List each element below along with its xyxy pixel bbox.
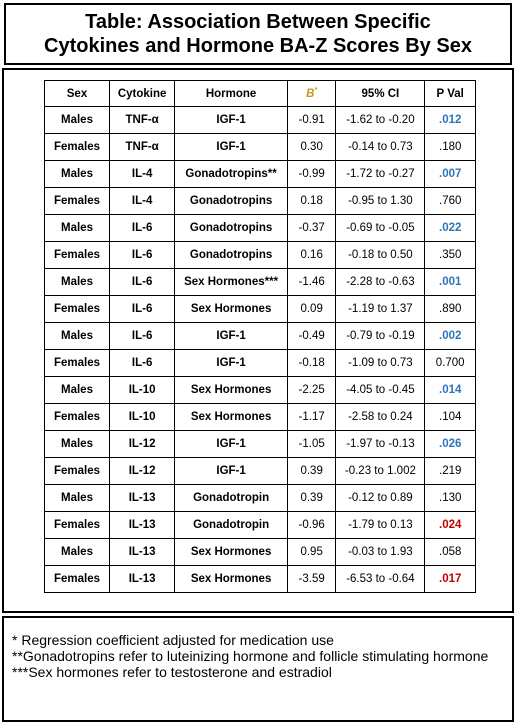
cell-ci: -4.05 to -0.45 [336,377,425,404]
cell-cytokine: IL-12 [109,431,174,458]
cell-sex: Males [45,269,110,296]
table-row [45,512,476,539]
cell-hormone: Gonadotropin [175,512,288,539]
cell-sex: Females [45,242,110,269]
table-row [45,404,476,431]
cell-cytokine: IL-6 [109,242,174,269]
cell-pval: .130 [425,485,476,512]
cell-cytokine: IL-6 [109,215,174,242]
table-row [45,215,476,242]
cell-hormone: IGF-1 [175,107,288,134]
cell-beta: 0.18 [287,188,335,215]
table-row [45,539,476,566]
table-row [45,107,476,134]
cell-ci: -0.18 to 0.50 [336,242,425,269]
cell-beta: -0.37 [287,215,335,242]
cell-ci: -0.14 to 0.73 [336,134,425,161]
cell-sex: Males [45,539,110,566]
cell-ci: -1.62 to -0.20 [336,107,425,134]
cell-hormone: IGF-1 [175,350,288,377]
footnote-gonadotropins: **Gonadotropins refer to luteinizing hormone and follicle stimulating hormone [12,648,489,664]
cell-beta: 0.16 [287,242,335,269]
table-row [45,566,476,593]
cell-cytokine: IL-13 [109,539,174,566]
title-line-1: Table: Association Between Specific [85,11,431,33]
table-header-row [45,81,476,107]
header-beta [287,81,335,107]
cell-beta: 0.95 [287,539,335,566]
cell-beta: 0.39 [287,458,335,485]
table-row [45,161,476,188]
cell-hormone: IGF-1 [175,431,288,458]
cell-hormone: Gonadotropins [175,242,288,269]
cell-hormone: IGF-1 [175,323,288,350]
cell-hormone: Sex Hormones [175,404,288,431]
cell-pval: .002 [425,323,476,350]
footnote-regression: * Regression coefficient adjusted for medication use [12,632,334,648]
cell-cytokine: IL-6 [109,269,174,296]
cell-sex: Females [45,188,110,215]
cell-pval: .890 [425,296,476,323]
cell-pval: .026 [425,431,476,458]
cell-pval: .022 [425,215,476,242]
cell-sex: Males [45,323,110,350]
cell-ci: -1.97 to -0.13 [336,431,425,458]
cell-beta: -0.96 [287,512,335,539]
cell-ci: -0.69 to -0.05 [336,215,425,242]
header-sex: Sex [45,81,110,107]
cell-ci: -2.58 to 0.24 [336,404,425,431]
cell-sex: Males [45,107,110,134]
title-line-2: Cytokines and Hormone BA-Z Scores By Sex [44,35,472,57]
table-title [44,10,472,58]
cell-hormone: Sex Hormones [175,539,288,566]
cell-sex: Males [45,377,110,404]
table-row [45,296,476,323]
cell-cytokine: IL-13 [109,512,174,539]
cell-cytokine: TNF-α [109,134,174,161]
footnote-sex-hormones: ***Sex hormones refer to testosterone and estradiol [12,664,332,680]
cell-sex: Males [45,215,110,242]
cell-sex: Females [45,350,110,377]
notes-box [2,616,514,722]
cell-cytokine: IL-6 [109,323,174,350]
header-pval: P Val [425,81,476,107]
header-hormone: Hormone [175,81,288,107]
table-row [45,323,476,350]
cell-beta: -0.91 [287,107,335,134]
cell-cytokine: IL-10 [109,404,174,431]
cell-ci: -0.23 to 1.002 [336,458,425,485]
cell-ci: -2.28 to -0.63 [336,269,425,296]
cell-cytokine: IL-10 [109,377,174,404]
cell-hormone: Sex Hormones [175,377,288,404]
cell-ci: -0.79 to -0.19 [336,323,425,350]
cell-hormone: IGF-1 [175,134,288,161]
cell-hormone: IGF-1 [175,458,288,485]
cell-pval: 0.700 [425,350,476,377]
cell-beta: -1.46 [287,269,335,296]
cell-hormone: Gonadotropins** [175,161,288,188]
header-ci: 95% CI [336,81,425,107]
table-row [45,485,476,512]
cell-pval: .180 [425,134,476,161]
table-row [45,188,476,215]
cell-ci: -1.79 to 0.13 [336,512,425,539]
cell-ci: -1.19 to 1.37 [336,296,425,323]
table-row [45,134,476,161]
cell-cytokine: TNF-α [109,107,174,134]
cell-pval: .350 [425,242,476,269]
header-cytokine: Cytokine [109,81,174,107]
results-table [44,80,476,593]
table-row [45,377,476,404]
table-row [45,458,476,485]
cell-sex: Females [45,458,110,485]
cell-hormone: Sex Hormones [175,566,288,593]
cell-pval: .219 [425,458,476,485]
cell-sex: Females [45,134,110,161]
cell-beta: -0.49 [287,323,335,350]
header-beta-b: B [306,87,315,100]
cell-ci: -6.53 to -0.64 [336,566,425,593]
cell-sex: Females [45,512,110,539]
cell-pval: .001 [425,269,476,296]
cell-sex: Males [45,161,110,188]
cell-cytokine: IL-4 [109,188,174,215]
cell-ci: -0.03 to 1.93 [336,539,425,566]
cell-beta: -0.18 [287,350,335,377]
cell-sex: Females [45,404,110,431]
cell-pval: .024 [425,512,476,539]
cell-pval: .760 [425,188,476,215]
table-box [2,68,514,613]
cell-ci: -0.12 to 0.89 [336,485,425,512]
cell-pval: .014 [425,377,476,404]
cell-ci: -1.72 to -0.27 [336,161,425,188]
cell-cytokine: IL-6 [109,350,174,377]
cell-beta: 0.09 [287,296,335,323]
table-body [45,107,476,593]
cell-hormone: Sex Hormones*** [175,269,288,296]
cell-hormone: Gonadotropins [175,215,288,242]
cell-cytokine: IL-4 [109,161,174,188]
cell-beta: -1.17 [287,404,335,431]
cell-ci: -0.95 to 1.30 [336,188,425,215]
cell-pval: .058 [425,539,476,566]
table-row [45,269,476,296]
cell-cytokine: IL-6 [109,296,174,323]
cell-cytokine: IL-12 [109,458,174,485]
cell-beta: -2.25 [287,377,335,404]
cell-hormone: Gonadotropin [175,485,288,512]
cell-sex: Males [45,485,110,512]
cell-pval: .007 [425,161,476,188]
cell-cytokine: IL-13 [109,485,174,512]
cell-beta: 0.30 [287,134,335,161]
cell-pval: .017 [425,566,476,593]
table-row [45,242,476,269]
title-box [4,3,512,65]
cell-sex: Males [45,431,110,458]
cell-pval: .012 [425,107,476,134]
cell-beta: -3.59 [287,566,335,593]
cell-cytokine: IL-13 [109,566,174,593]
cell-beta: -1.05 [287,431,335,458]
table-row [45,431,476,458]
cell-sex: Females [45,566,110,593]
cell-beta: 0.39 [287,485,335,512]
cell-hormone: Gonadotropins [175,188,288,215]
cell-sex: Females [45,296,110,323]
cell-hormone: Sex Hormones [175,296,288,323]
table-row [45,350,476,377]
header-beta-star: * [314,87,318,95]
cell-ci: -1.09 to 0.73 [336,350,425,377]
cell-beta: -0.99 [287,161,335,188]
cell-pval: .104 [425,404,476,431]
